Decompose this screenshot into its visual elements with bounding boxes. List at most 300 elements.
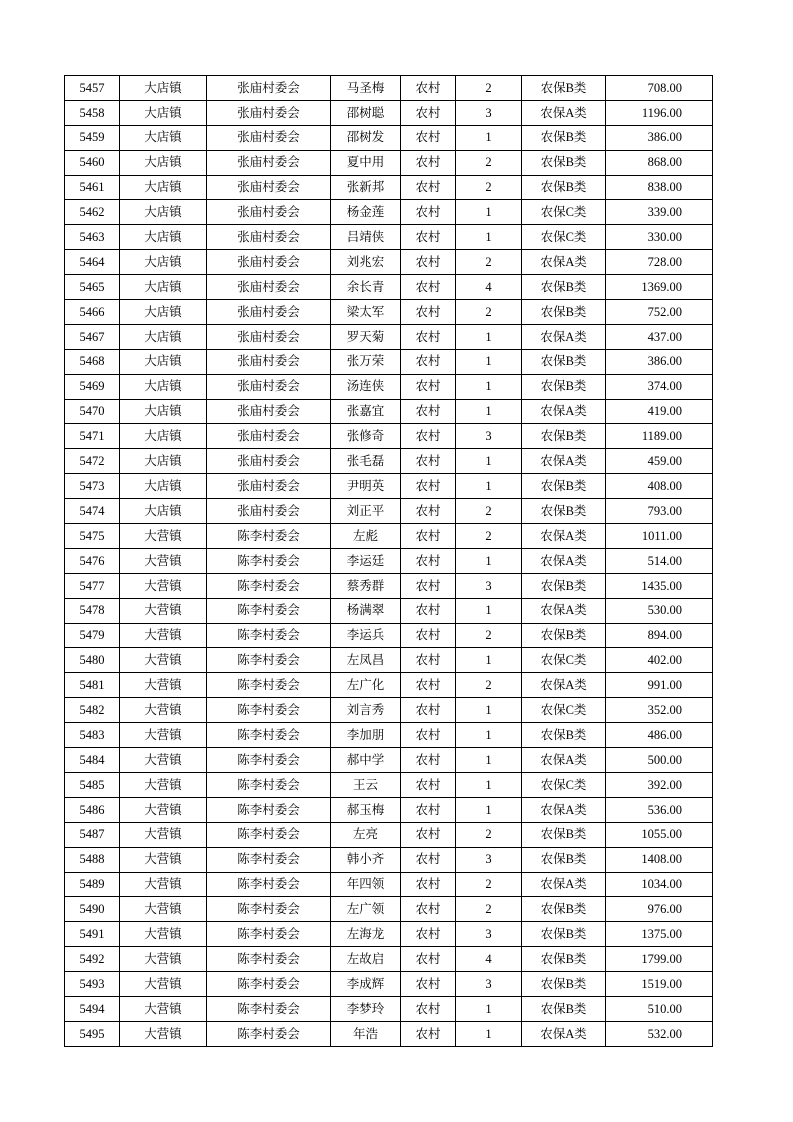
cell-residence-type: 农村 [401,399,456,424]
cell-person-count: 1 [456,748,522,773]
cell-residence-type: 农村 [401,225,456,250]
cell-residence-type: 农村 [401,1021,456,1046]
cell-residence-type: 农村 [401,474,456,499]
cell-person-name: 张修奇 [331,424,401,449]
cell-residence-type: 农村 [401,449,456,474]
table-row [65,324,713,349]
cell-town: 大营镇 [120,797,207,822]
cell-village-committee: 陈李村委会 [207,723,331,748]
cell-town: 大店镇 [120,499,207,524]
cell-village-committee: 张庙村委会 [207,374,331,399]
cell-village-committee: 张庙村委会 [207,125,331,150]
cell-serial-number: 5494 [65,996,120,1021]
cell-serial-number: 5468 [65,349,120,374]
cell-person-name: 左亮 [331,822,401,847]
cell-village-committee: 张庙村委会 [207,449,331,474]
cell-person-count: 1 [456,200,522,225]
cell-person-name: 左故启 [331,947,401,972]
cell-residence-type: 农村 [401,847,456,872]
cell-amount: 868.00 [606,150,713,175]
cell-amount: 728.00 [606,250,713,275]
table-row [65,822,713,847]
cell-residence-type: 农村 [401,972,456,997]
cell-insurance-category: 农保C类 [522,698,606,723]
cell-insurance-category: 农保B类 [522,275,606,300]
cell-village-committee: 张庙村委会 [207,225,331,250]
cell-residence-type: 农村 [401,76,456,101]
cell-village-committee: 张庙村委会 [207,150,331,175]
cell-person-name: 张毛磊 [331,449,401,474]
cell-serial-number: 5491 [65,922,120,947]
cell-serial-number: 5488 [65,847,120,872]
table-row [65,972,713,997]
cell-serial-number: 5470 [65,399,120,424]
cell-residence-type: 农村 [401,673,456,698]
cell-town: 大店镇 [120,424,207,449]
cell-amount: 510.00 [606,996,713,1021]
cell-village-committee: 陈李村委会 [207,623,331,648]
cell-person-count: 2 [456,499,522,524]
cell-person-count: 2 [456,150,522,175]
cell-person-name: 刘言秀 [331,698,401,723]
cell-serial-number: 5480 [65,648,120,673]
table-row [65,449,713,474]
table-row [65,723,713,748]
cell-insurance-category: 农保A类 [522,524,606,549]
cell-serial-number: 5469 [65,374,120,399]
table-row [65,250,713,275]
cell-serial-number: 5479 [65,623,120,648]
cell-town: 大营镇 [120,598,207,623]
cell-serial-number: 5467 [65,324,120,349]
table-row [65,573,713,598]
cell-person-count: 1 [456,698,522,723]
cell-town: 大营镇 [120,996,207,1021]
cell-insurance-category: 农保C类 [522,200,606,225]
table-row [65,399,713,424]
cell-person-name: 年四领 [331,872,401,897]
cell-serial-number: 5493 [65,972,120,997]
cell-person-count: 1 [456,349,522,374]
table-row [65,872,713,897]
cell-amount: 459.00 [606,449,713,474]
cell-serial-number: 5465 [65,275,120,300]
cell-village-committee: 陈李村委会 [207,772,331,797]
cell-serial-number: 5478 [65,598,120,623]
cell-serial-number: 5462 [65,200,120,225]
table-row [65,474,713,499]
cell-town: 大店镇 [120,324,207,349]
cell-person-count: 3 [456,972,522,997]
cell-person-count: 1 [456,449,522,474]
cell-serial-number: 5475 [65,524,120,549]
cell-person-name: 杨满翠 [331,598,401,623]
cell-village-committee: 张庙村委会 [207,300,331,325]
cell-residence-type: 农村 [401,797,456,822]
cell-village-committee: 陈李村委会 [207,748,331,773]
cell-person-count: 1 [456,797,522,822]
cell-amount: 1196.00 [606,100,713,125]
cell-serial-number: 5490 [65,897,120,922]
cell-insurance-category: 农保A类 [522,100,606,125]
cell-village-committee: 陈李村委会 [207,698,331,723]
cell-town: 大营镇 [120,972,207,997]
cell-town: 大营镇 [120,548,207,573]
cell-residence-type: 农村 [401,250,456,275]
cell-insurance-category: 农保A类 [522,449,606,474]
table-row [65,548,713,573]
table-row [65,374,713,399]
cell-insurance-category: 农保B类 [522,374,606,399]
cell-serial-number: 5482 [65,698,120,723]
cell-insurance-category: 农保B类 [522,922,606,947]
cell-person-count: 2 [456,300,522,325]
cell-person-count: 1 [456,772,522,797]
cell-person-name: 邵树聪 [331,100,401,125]
cell-person-count: 1 [456,648,522,673]
cell-person-count: 1 [456,996,522,1021]
cell-person-name: 郝玉梅 [331,797,401,822]
cell-serial-number: 5492 [65,947,120,972]
cell-village-committee: 陈李村委会 [207,897,331,922]
table-row [65,225,713,250]
cell-amount: 1375.00 [606,922,713,947]
cell-residence-type: 农村 [401,125,456,150]
cell-insurance-category: 农保A类 [522,399,606,424]
cell-serial-number: 5486 [65,797,120,822]
cell-town: 大店镇 [120,449,207,474]
table-row [65,76,713,101]
cell-village-committee: 张庙村委会 [207,399,331,424]
cell-amount: 976.00 [606,897,713,922]
cell-serial-number: 5495 [65,1021,120,1046]
cell-town: 大店镇 [120,275,207,300]
benefits-table-body [65,76,713,1047]
cell-serial-number: 5460 [65,150,120,175]
cell-person-name: 邵树发 [331,125,401,150]
table-row [65,349,713,374]
cell-serial-number: 5461 [65,175,120,200]
cell-person-count: 1 [456,324,522,349]
cell-residence-type: 农村 [401,200,456,225]
cell-insurance-category: 农保B类 [522,972,606,997]
cell-town: 大营镇 [120,772,207,797]
cell-amount: 530.00 [606,598,713,623]
cell-amount: 330.00 [606,225,713,250]
table-row [65,424,713,449]
cell-insurance-category: 农保B类 [522,847,606,872]
table-row [65,698,713,723]
cell-serial-number: 5463 [65,225,120,250]
cell-person-name: 李成辉 [331,972,401,997]
cell-insurance-category: 农保A类 [522,250,606,275]
cell-town: 大店镇 [120,100,207,125]
cell-insurance-category: 农保C类 [522,225,606,250]
cell-amount: 1011.00 [606,524,713,549]
cell-village-committee: 张庙村委会 [207,275,331,300]
cell-residence-type: 农村 [401,374,456,399]
cell-person-name: 马圣梅 [331,76,401,101]
cell-serial-number: 5466 [65,300,120,325]
table-row [65,300,713,325]
cell-amount: 1799.00 [606,947,713,972]
cell-insurance-category: 农保B类 [522,125,606,150]
table-row [65,897,713,922]
cell-village-committee: 陈李村委会 [207,922,331,947]
cell-person-count: 3 [456,847,522,872]
cell-person-name: 罗天菊 [331,324,401,349]
cell-person-name: 李运廷 [331,548,401,573]
cell-amount: 991.00 [606,673,713,698]
cell-amount: 1408.00 [606,847,713,872]
cell-village-committee: 陈李村委会 [207,847,331,872]
cell-person-count: 1 [456,399,522,424]
cell-residence-type: 农村 [401,698,456,723]
cell-residence-type: 农村 [401,822,456,847]
table-row [65,125,713,150]
cell-village-committee: 陈李村委会 [207,872,331,897]
cell-village-committee: 陈李村委会 [207,996,331,1021]
table-row [65,996,713,1021]
cell-insurance-category: 农保B类 [522,175,606,200]
cell-village-committee: 陈李村委会 [207,972,331,997]
cell-amount: 486.00 [606,723,713,748]
table-row [65,772,713,797]
cell-person-count: 1 [456,1021,522,1046]
cell-village-committee: 张庙村委会 [207,250,331,275]
cell-serial-number: 5483 [65,723,120,748]
cell-town: 大店镇 [120,225,207,250]
cell-town: 大营镇 [120,524,207,549]
cell-serial-number: 5472 [65,449,120,474]
table-row [65,100,713,125]
cell-amount: 1369.00 [606,275,713,300]
cell-serial-number: 5484 [65,748,120,773]
cell-insurance-category: 农保B类 [522,897,606,922]
cell-town: 大营镇 [120,847,207,872]
table-row [65,847,713,872]
cell-person-count: 1 [456,723,522,748]
cell-serial-number: 5464 [65,250,120,275]
cell-village-committee: 张庙村委会 [207,100,331,125]
cell-insurance-category: 农保B类 [522,947,606,972]
cell-amount: 374.00 [606,374,713,399]
cell-village-committee: 陈李村委会 [207,673,331,698]
cell-insurance-category: 农保B类 [522,623,606,648]
cell-town: 大营镇 [120,947,207,972]
cell-residence-type: 农村 [401,150,456,175]
cell-person-name: 韩小齐 [331,847,401,872]
cell-person-name: 左广化 [331,673,401,698]
table-row [65,648,713,673]
cell-town: 大营镇 [120,872,207,897]
cell-residence-type: 农村 [401,872,456,897]
cell-village-committee: 张庙村委会 [207,76,331,101]
cell-residence-type: 农村 [401,648,456,673]
cell-person-count: 2 [456,76,522,101]
cell-person-count: 2 [456,822,522,847]
cell-village-committee: 张庙村委会 [207,474,331,499]
table-row [65,150,713,175]
cell-village-committee: 张庙村委会 [207,424,331,449]
cell-amount: 514.00 [606,548,713,573]
cell-town: 大营镇 [120,673,207,698]
cell-amount: 419.00 [606,399,713,424]
cell-amount: 793.00 [606,499,713,524]
cell-residence-type: 农村 [401,300,456,325]
cell-amount: 437.00 [606,324,713,349]
cell-insurance-category: 农保B类 [522,474,606,499]
cell-person-count: 1 [456,548,522,573]
cell-person-name: 左凤昌 [331,648,401,673]
cell-residence-type: 农村 [401,598,456,623]
cell-amount: 1189.00 [606,424,713,449]
cell-town: 大店镇 [120,150,207,175]
cell-village-committee: 陈李村委会 [207,797,331,822]
cell-amount: 408.00 [606,474,713,499]
cell-insurance-category: 农保B类 [522,723,606,748]
cell-amount: 1435.00 [606,573,713,598]
cell-person-count: 2 [456,250,522,275]
table-row [65,275,713,300]
cell-village-committee: 张庙村委会 [207,200,331,225]
benefits-table [64,75,713,1047]
table-row [65,623,713,648]
cell-insurance-category: 农保B类 [522,349,606,374]
cell-serial-number: 5487 [65,822,120,847]
cell-person-count: 3 [456,922,522,947]
cell-person-name: 夏中用 [331,150,401,175]
cell-insurance-category: 农保C类 [522,648,606,673]
table-row [65,200,713,225]
cell-amount: 894.00 [606,623,713,648]
cell-town: 大营镇 [120,897,207,922]
cell-insurance-category: 农保B类 [522,822,606,847]
cell-town: 大营镇 [120,822,207,847]
cell-town: 大营镇 [120,698,207,723]
cell-village-committee: 陈李村委会 [207,598,331,623]
cell-person-count: 2 [456,872,522,897]
cell-amount: 536.00 [606,797,713,822]
cell-person-name: 左彪 [331,524,401,549]
cell-serial-number: 5485 [65,772,120,797]
cell-insurance-category: 农保C类 [522,772,606,797]
cell-residence-type: 农村 [401,897,456,922]
cell-serial-number: 5459 [65,125,120,150]
table-row [65,748,713,773]
cell-person-name: 张万荣 [331,349,401,374]
cell-village-committee: 陈李村委会 [207,648,331,673]
cell-person-name: 李加朋 [331,723,401,748]
cell-town: 大营镇 [120,648,207,673]
cell-person-name: 李梦玲 [331,996,401,1021]
cell-person-name: 杨金莲 [331,200,401,225]
cell-amount: 838.00 [606,175,713,200]
cell-town: 大店镇 [120,175,207,200]
cell-residence-type: 农村 [401,424,456,449]
cell-insurance-category: 农保B类 [522,996,606,1021]
cell-person-name: 刘兆宏 [331,250,401,275]
cell-residence-type: 农村 [401,772,456,797]
cell-serial-number: 5458 [65,100,120,125]
cell-serial-number: 5481 [65,673,120,698]
cell-insurance-category: 农保B类 [522,499,606,524]
cell-amount: 1519.00 [606,972,713,997]
table-row [65,797,713,822]
cell-residence-type: 农村 [401,623,456,648]
cell-person-count: 4 [456,275,522,300]
cell-village-committee: 张庙村委会 [207,499,331,524]
cell-person-count: 1 [456,374,522,399]
cell-serial-number: 5471 [65,424,120,449]
cell-person-count: 2 [456,175,522,200]
cell-residence-type: 农村 [401,922,456,947]
cell-residence-type: 农村 [401,573,456,598]
table-row [65,1021,713,1046]
cell-person-count: 1 [456,474,522,499]
cell-person-count: 3 [456,573,522,598]
cell-person-name: 左广领 [331,897,401,922]
cell-serial-number: 5477 [65,573,120,598]
cell-residence-type: 农村 [401,524,456,549]
cell-amount: 500.00 [606,748,713,773]
cell-person-count: 1 [456,125,522,150]
cell-amount: 752.00 [606,300,713,325]
cell-amount: 402.00 [606,648,713,673]
table-row [65,524,713,549]
cell-residence-type: 农村 [401,723,456,748]
table-row [65,175,713,200]
cell-town: 大店镇 [120,349,207,374]
cell-insurance-category: 农保A类 [522,748,606,773]
cell-residence-type: 农村 [401,175,456,200]
cell-town: 大店镇 [120,374,207,399]
cell-town: 大营镇 [120,1021,207,1046]
cell-amount: 339.00 [606,200,713,225]
cell-insurance-category: 农保A类 [522,673,606,698]
cell-person-count: 1 [456,225,522,250]
table-row [65,922,713,947]
cell-village-committee: 陈李村委会 [207,1021,331,1046]
cell-serial-number: 5474 [65,499,120,524]
cell-residence-type: 农村 [401,324,456,349]
cell-town: 大店镇 [120,200,207,225]
cell-insurance-category: 农保A类 [522,1021,606,1046]
cell-insurance-category: 农保A类 [522,598,606,623]
cell-person-name: 余长青 [331,275,401,300]
cell-insurance-category: 农保A类 [522,872,606,897]
cell-person-name: 左海龙 [331,922,401,947]
table-row [65,499,713,524]
cell-town: 大店镇 [120,399,207,424]
cell-residence-type: 农村 [401,748,456,773]
cell-person-count: 2 [456,673,522,698]
cell-insurance-category: 农保A类 [522,548,606,573]
cell-insurance-category: 农保B类 [522,76,606,101]
cell-person-name: 吕靖侠 [331,225,401,250]
cell-person-name: 汤连侠 [331,374,401,399]
cell-town: 大营镇 [120,623,207,648]
cell-amount: 352.00 [606,698,713,723]
cell-person-count: 4 [456,947,522,972]
cell-town: 大店镇 [120,76,207,101]
cell-village-committee: 陈李村委会 [207,573,331,598]
cell-person-name: 郝中学 [331,748,401,773]
cell-residence-type: 农村 [401,275,456,300]
cell-person-name: 梁太军 [331,300,401,325]
cell-insurance-category: 农保B类 [522,150,606,175]
cell-residence-type: 农村 [401,499,456,524]
